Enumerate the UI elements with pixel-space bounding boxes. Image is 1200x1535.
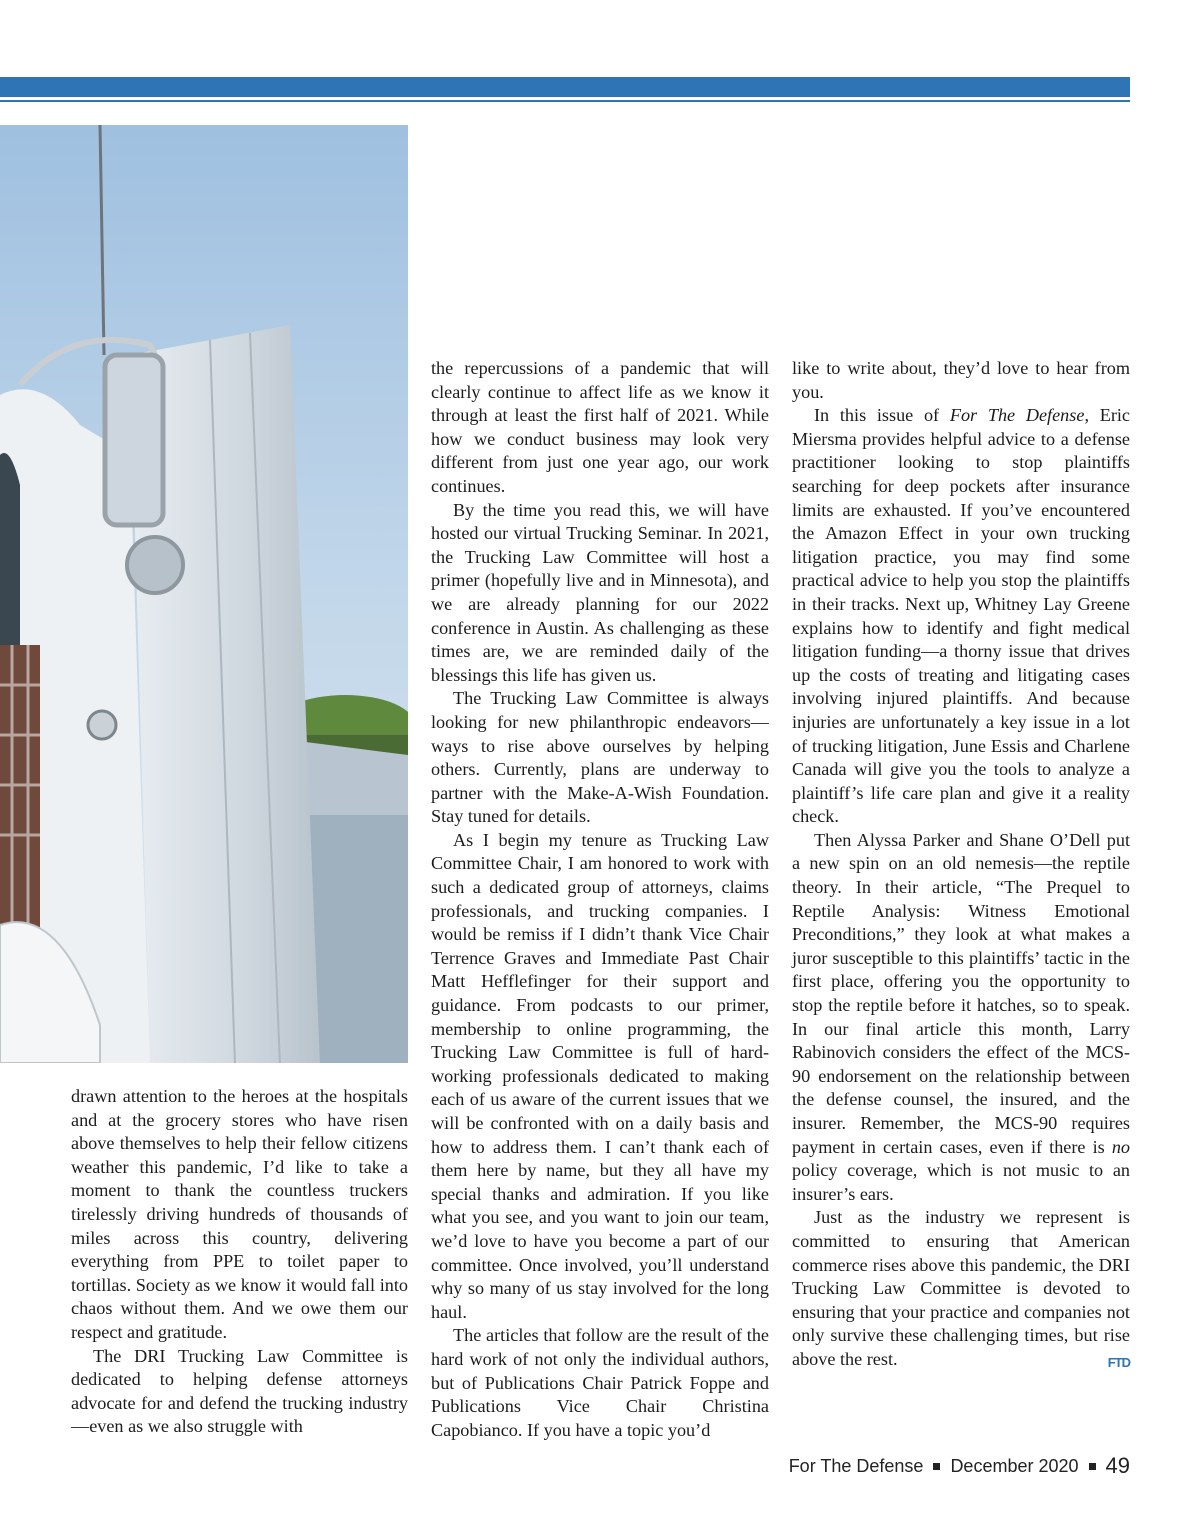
article-column-2 bbox=[431, 357, 769, 1442]
footer-publication: For The Defense bbox=[788, 1455, 924, 1476]
article-paragraph: By the time you read this, we will have hosted our virtual Trucking Seminar. In 2021, the Trucking Law Committee will host a primer (hopefully live and in Minnesota), and we are already planning for our 2022 conference in Austin. As challenging as these times are, we are reminded daily of the blessings this life has given us. bbox=[431, 499, 769, 685]
truck-photo-icon bbox=[0, 125, 408, 1063]
header-rule bbox=[0, 100, 1130, 102]
article-paragraph: the repercussions of a pandemic that will clearly continue to affect life as we know it through at least the first half of 2021. While how we conduct business may look very different from just one year ago, our work continues. bbox=[431, 358, 769, 496]
article-paragraph bbox=[792, 1206, 1130, 1371]
text-run: , Eric Miersma provides helpful advice to a defense practitioner looking to stop plaintiffs searching for deep pockets after insurance limits are exhausted. If you’ve encountered the Amazon Effect in your own trucking litigation practice, you may find some practical advice to help you stop the plaintiffs in their tracks. Next up, Whitney Lay Greene explains how to identify and fight medical litigation funding—a thorny issue that drives up the costs of treating and litigating cases involving injured plaintiffs. And because injuries are unfortunately a key issue in a lot of trucking litigation, June Essis and Charlene Canada will give you the tools to analyze a plaintiff’s life care plan and give it a reality check. bbox=[792, 405, 1130, 827]
article-paragraph: The DRI Trucking Law Committee is dedicated to helping defense attorneys advocate for and defend the trucking industry—even as we also struggle with bbox=[71, 1345, 408, 1437]
article-paragraph bbox=[792, 404, 1130, 829]
publication-title-italic: For The Defense bbox=[949, 405, 1085, 426]
text-run: policy coverage, which is not music to an insurer’s ears. bbox=[792, 1160, 1130, 1204]
article-paragraph: The Trucking Law Committee is always looking for new philanthropic endeavors—ways to rise above ourselves by helping others. Currently, plans are underway to partner with the Make-A-Wish Foundation. Stay tuned for details. bbox=[431, 688, 769, 827]
text-run: In this issue of bbox=[814, 405, 950, 426]
article-paragraph: like to write about, they’d love to hear from you. bbox=[792, 358, 1130, 402]
square-bullet-icon bbox=[933, 1463, 940, 1470]
article-paragraph bbox=[792, 829, 1130, 1207]
article-column-1 bbox=[71, 1085, 408, 1439]
header-color-bar bbox=[0, 77, 1130, 97]
article-paragraph: As I begin my tenure as Trucking Law Committee Chair, I am honored to work with such a dedicated group of attorneys, claims professionals, and trucking companies. I would be remiss if I didn’t thank Vice Chair Terrence Graves and Immediate Past Chair Matt Hefflefinger for their support and guidance. From podcasts to our primer, membership to online programming, the Trucking Law Committee is full of hard-working professionals dedicated to making each of us aware of the current issues that we will be confronted with on a daily basis and how to address them. I can’t thank each of them here by name, but they all have my special thanks and admiration. If you like what you see, and you want to join our team, we’d love to have you become a part of our committee. Once involved, you’ll understand why so many of us stay involved for the long haul. bbox=[431, 829, 769, 1322]
article-column-3 bbox=[792, 357, 1130, 1375]
square-bullet-icon bbox=[1089, 1463, 1096, 1470]
truck-photo bbox=[0, 125, 408, 1063]
text-run: Just as the industry we represent is committed to ensuring that American commerce rises above this pandemic, the DRI Trucking Law Committee is devoted to ensuring that your practice and companies not only survive these challenging times, but rise above the rest. bbox=[792, 1207, 1130, 1369]
page-number: 49 bbox=[1105, 1453, 1130, 1478]
ftd-end-mark-icon: FTD bbox=[1107, 1354, 1130, 1370]
page-footer bbox=[789, 1453, 1130, 1479]
article-paragraph: The articles that follow are the result of the hard work of not only the individual authors, but of Publications Chair Patrick Foppe and Publications Vice Chair Christina Capobianco. If you have a topic you’d bbox=[431, 1325, 769, 1440]
emphasis-italic: no bbox=[1111, 1136, 1130, 1157]
text-run: Then Alyssa Parker and Shane O’Dell put a new spin on an old nemesis—the reptile theory. In their article, “The Prequel to Reptile Analysis: Witness Emotional Preconditions,” they look at what makes a juror susceptible to this plaintiffs’ tactic in the first place, offering you the opportunity to stop the reptile before it hatches, so to speak. In our final article this month, Larry Rabinovich considers the effect of the MCS-90 endorsement on the relationship between the defense counsel, the insured, and the insurer. Remember, the MCS-90 requires payment in certain cases, even if there is bbox=[792, 829, 1130, 1157]
article-paragraph: drawn attention to the heroes at the hospitals and at the grocery stores who have risen above themselves to help their fellow citizens weather this pandemic, I’d like to take a moment to thank the countless truckers tirelessly driving hundreds of thousands of miles across this country, delivering everything from PPE to toilet paper to tortillas. Society as we know it would fall into chaos without them. And we owe them our respect and gratitude. bbox=[71, 1086, 408, 1342]
footer-date: December 2020 bbox=[950, 1455, 1079, 1476]
